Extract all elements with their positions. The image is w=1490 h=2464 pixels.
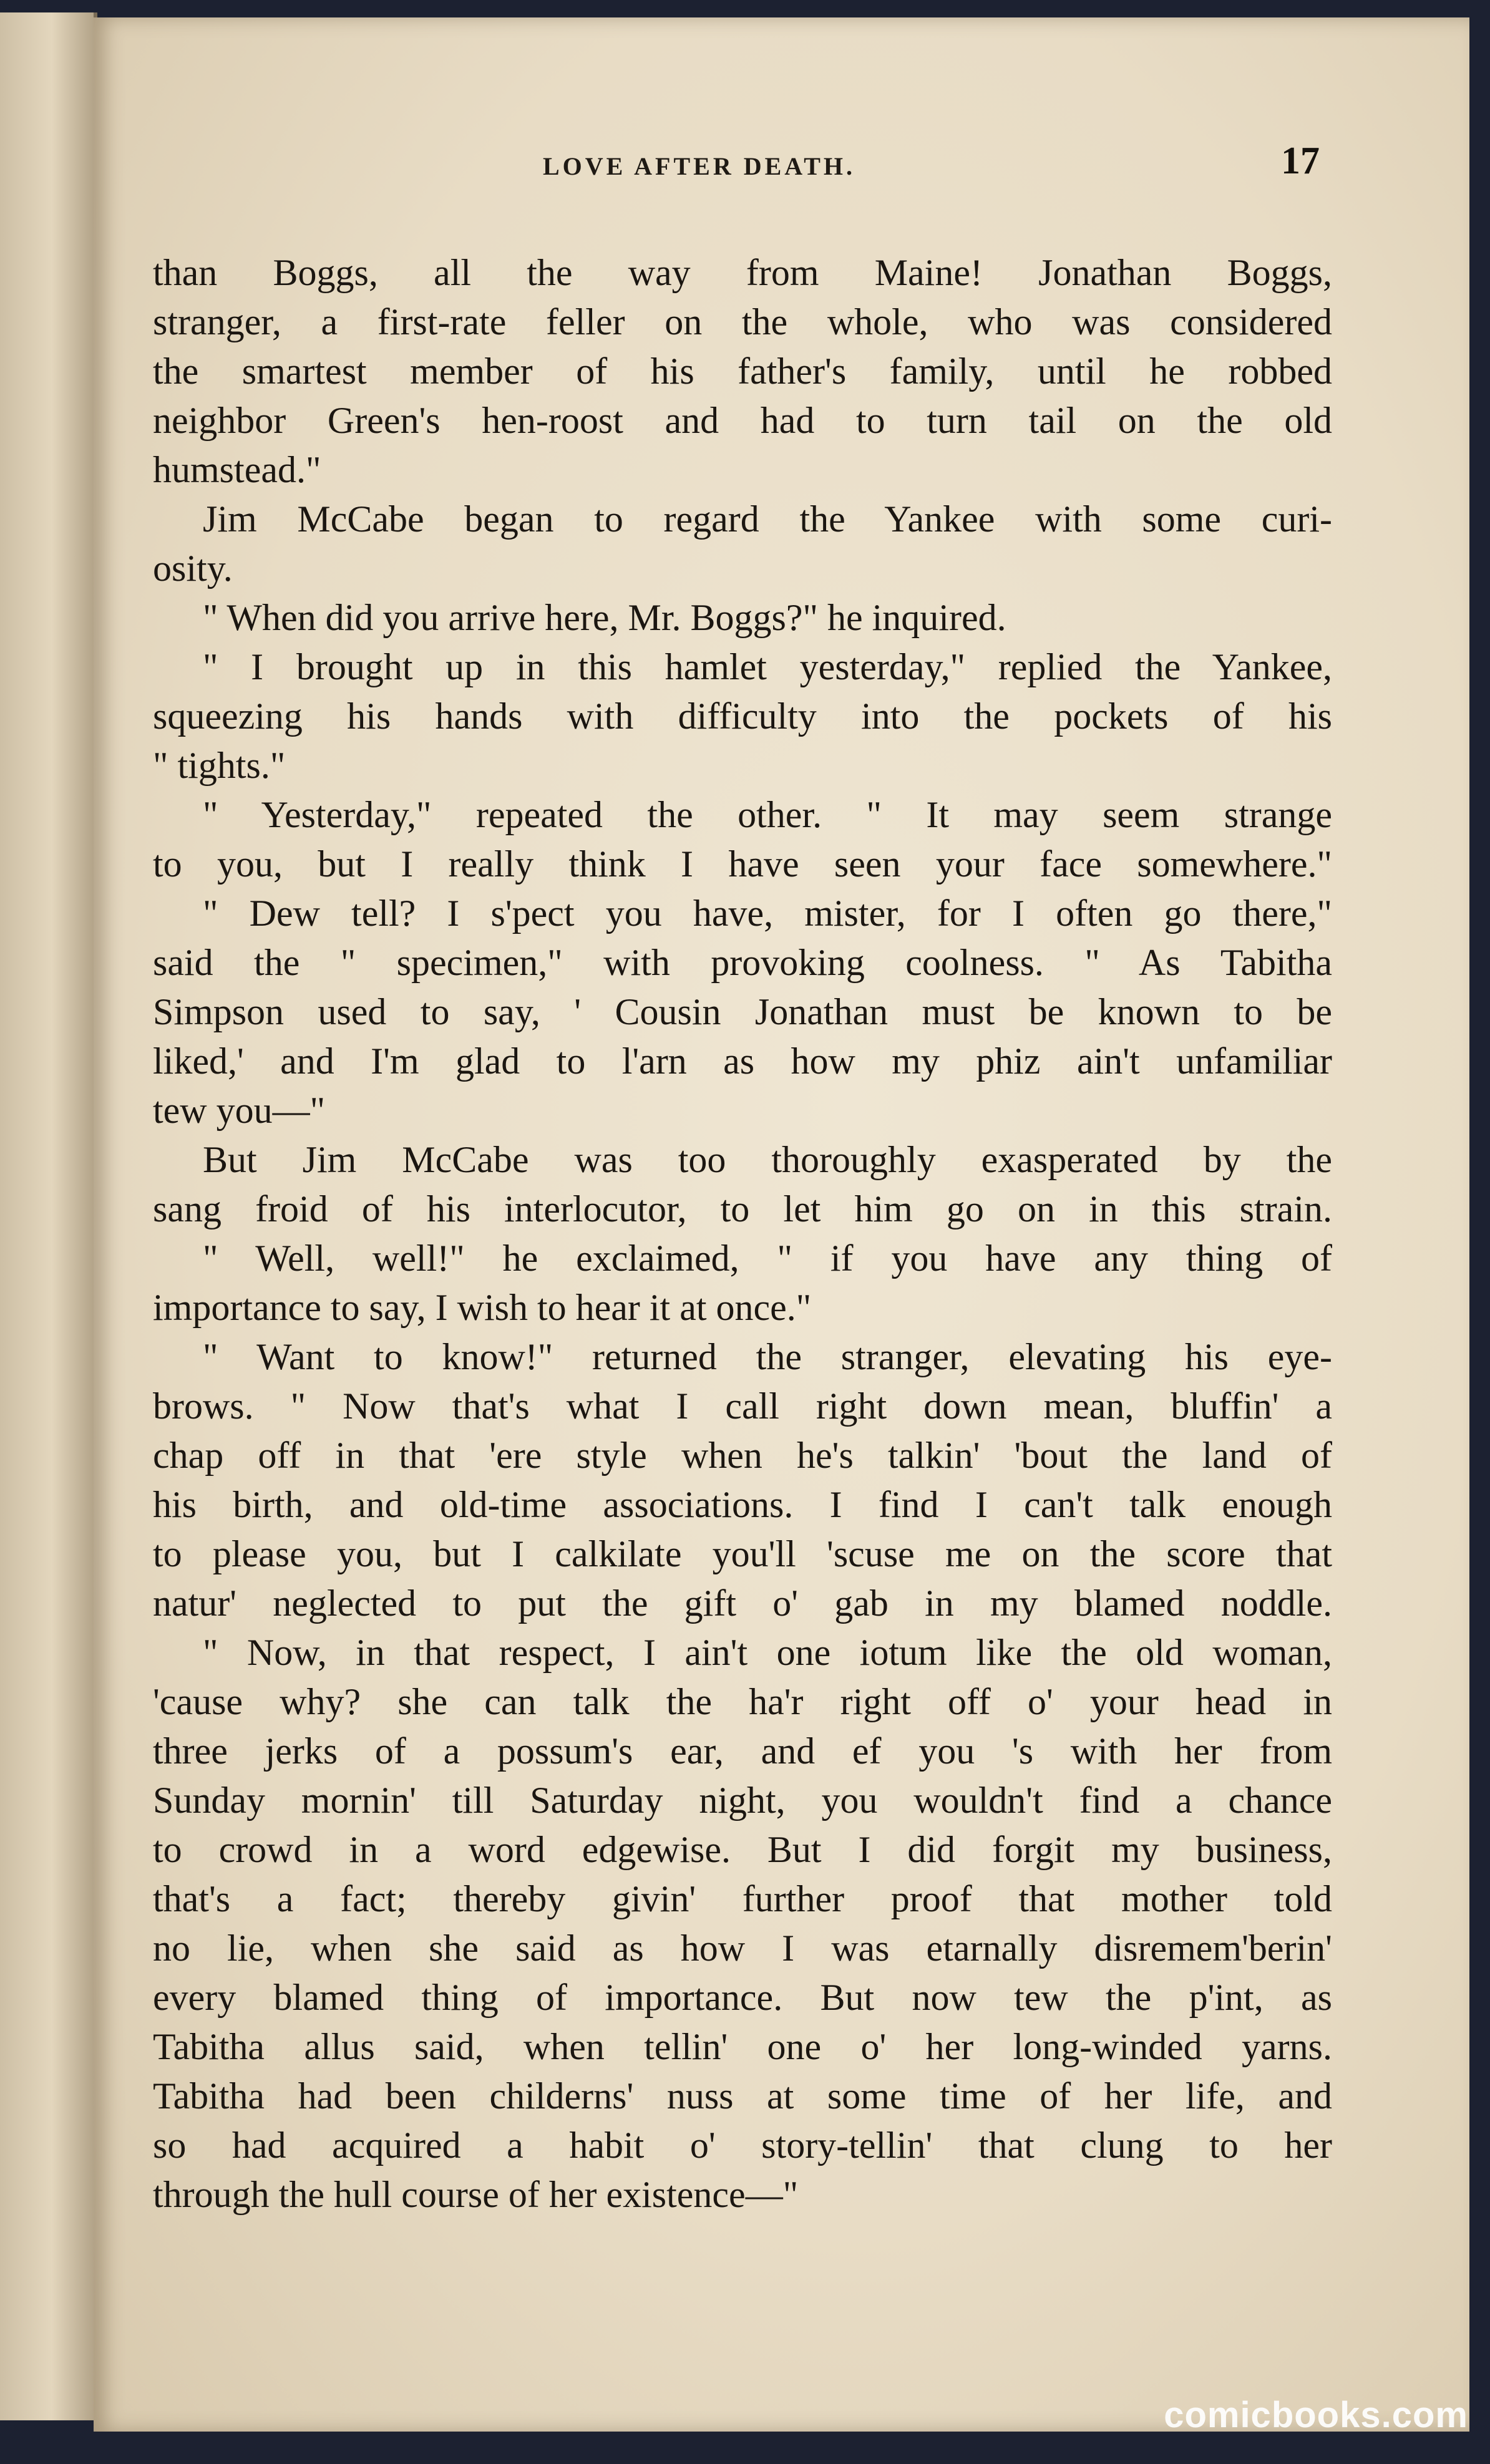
text-line: no lie, when she said as how I was etarnally disremem'berin' <box>153 1928 1332 1969</box>
text-line: to please you, but I calkilate you'll 'scuse me on the score that <box>153 1533 1332 1574</box>
text-line: tew you—" <box>153 1090 326 1131</box>
text-line: natur' neglected to put the gift o' gab in my blamed noddle. <box>153 1583 1332 1624</box>
text-line: three jerks of a possum's ear, and ef you 's with her from <box>153 1730 1332 1772</box>
text-line: so had acquired a habit o' story-tellin' that clung to her <box>153 2125 1332 2166</box>
running-head <box>94 139 1469 189</box>
text-line: " Yesterday," repeated the other. " It may seem strange <box>203 794 1332 835</box>
text-line: importance to say, I wish to hear it at once." <box>153 1287 812 1328</box>
text-line: that's a fact; thereby givin' further proof that mother told <box>153 1878 1332 1919</box>
text-line: Sunday mornin' till Saturday night, you wouldn't find a chance <box>153 1780 1332 1821</box>
text-line: " I brought up in this hamlet yesterday," replied the Yankee, <box>203 646 1332 687</box>
text-line: " Now, in that respect, I ain't one iotum like the old woman, <box>203 1632 1332 1673</box>
text-line: said the " specimen," with provoking coolness. " As Tabitha <box>153 942 1332 983</box>
text-line: humstead." <box>153 449 321 490</box>
book-page <box>94 17 1469 2432</box>
text-line: through the hull course of her existence—" <box>153 2174 799 2215</box>
text-line: sang froid of his interlocutor, to let him go on in this strain. <box>153 1188 1332 1230</box>
text-line: " Well, well!" he exclaimed, " if you have any thing of <box>203 1238 1332 1279</box>
text-line: Tabitha had been childerns' nuss at some time of her life, and <box>153 2075 1332 2117</box>
text-line: " When did you arrive here, Mr. Boggs?" he inquired. <box>203 597 1006 638</box>
text-line: to crowd in a word edgewise. But I did forgit my business, <box>153 1829 1332 1870</box>
text-line: But Jim McCabe was too thoroughly exasperated by the <box>203 1139 1332 1180</box>
text-line: his birth, and old-time associations. I find I can't talk enough <box>153 1484 1332 1525</box>
text-line: Simpson used to say, ' Cousin Jonathan must be known to be <box>153 991 1332 1032</box>
text-line: liked,' and I'm glad to l'arn as how my phiz ain't unfamiliar <box>153 1040 1332 1082</box>
text-line: Jim McCabe began to regard the Yankee with some curi- <box>203 498 1332 540</box>
text-line: " Want to know!" returned the stranger, elevating his eye- <box>203 1336 1332 1377</box>
text-line: to you, but I really think I have seen your face somewhere." <box>153 843 1332 885</box>
page-number: 17 <box>1281 140 1320 182</box>
text-line: " Dew tell? I s'pect you have, mister, for I often go there," <box>203 893 1332 934</box>
facing-page-edge <box>0 12 97 2420</box>
text-line: " tights." <box>153 745 286 786</box>
text-line: than Boggs, all the way from Maine! Jonathan Boggs, <box>153 252 1332 293</box>
text-line: osity. <box>153 548 233 589</box>
text-line: 'cause why? she can talk the ha'r right off o' your head in <box>153 1681 1332 1722</box>
text-line: brows. " Now that's what I call right down mean, bluffin' a <box>153 1385 1332 1427</box>
text-line: the smartest member of his father's family, until he robbed <box>153 351 1332 392</box>
text-line: chap off in that 'ere style when he's talkin' 'bout the land of <box>153 1435 1332 1476</box>
running-title: LOVE AFTER DEATH. <box>543 152 855 180</box>
watermark: comicbooks.com <box>1164 2395 1468 2435</box>
text-line: squeezing his hands with difficulty into the pockets of his <box>153 696 1332 737</box>
text-line: stranger, a first-rate feller on the whole, who was considered <box>153 301 1332 342</box>
text-line: Tabitha allus said, when tellin' one o' her long-winded yarns. <box>153 2026 1332 2067</box>
body-text <box>153 248 1332 2307</box>
text-line: every blamed thing of importance. But now tew the p'int, as <box>153 1977 1332 2018</box>
text-line: neighbor Green's hen-roost and had to turn tail on the old <box>153 400 1332 441</box>
